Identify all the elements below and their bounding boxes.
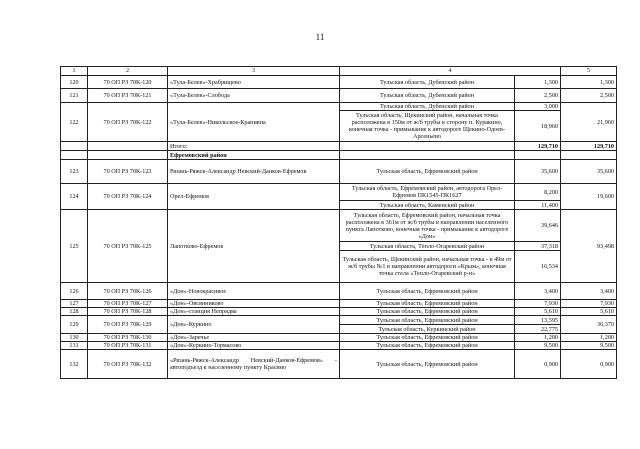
segment-length: 5,610 bbox=[515, 308, 561, 316]
total-length: 9,500 bbox=[561, 342, 617, 350]
segment-length: 22,775 bbox=[515, 325, 561, 334]
road-location: Тульская область, Щекинский район, начальная точка - в 49м от ж/б трубы №1 в направлении автодороги «Крым», конечная точка стела «Тепло-Огаревский р-н» bbox=[340, 251, 515, 283]
road-name: «Дон»-Заречье bbox=[168, 334, 340, 342]
total-length: 129,710 bbox=[561, 142, 617, 151]
row-number: 127 bbox=[61, 300, 88, 308]
table-row bbox=[61, 210, 617, 242]
road-code: 70 ОП РЗ 70К-125 bbox=[88, 210, 168, 283]
row-number: 132 bbox=[61, 350, 88, 379]
total-length: 36,370 bbox=[561, 316, 617, 334]
road-name: «Дон»-Новокрасивое bbox=[168, 283, 340, 300]
road-name: Лапотково-Ефремов bbox=[168, 210, 340, 283]
road-name: «Тула-Белев»-Слобода bbox=[168, 89, 340, 103]
table-row bbox=[61, 103, 617, 111]
segment-length: 3,400 bbox=[515, 283, 561, 300]
header-cell: 4 bbox=[340, 67, 561, 76]
row-number: 129 bbox=[61, 316, 88, 334]
total-length: 5,610 bbox=[561, 308, 617, 316]
road-code: 70 ОП РЗ 70К-120 bbox=[88, 76, 168, 89]
segment-length: 2,500 bbox=[515, 89, 561, 103]
page-number: 11 bbox=[315, 32, 325, 42]
segment-length: 16,534 bbox=[515, 251, 561, 283]
empty-cell bbox=[61, 142, 88, 151]
header-row bbox=[61, 67, 617, 76]
road-location: Тульская область, Ефремовский район bbox=[340, 308, 515, 316]
table-row bbox=[61, 283, 617, 300]
total-length: 2,500 bbox=[561, 89, 617, 103]
total-length: 21,960 bbox=[561, 103, 617, 142]
road-code: 70 ОП РЗ 70К-122 bbox=[88, 103, 168, 142]
road-location: Тульская область, Ефремовский район bbox=[340, 160, 515, 184]
empty-cell bbox=[88, 142, 168, 151]
total-length: 1,300 bbox=[561, 76, 617, 89]
total-length: 1,200 bbox=[561, 334, 617, 342]
segment-length: 13,595 bbox=[515, 316, 561, 325]
road-name: «Рязань-Ряжск-Александр Невский-Данков-Ефремов» - автоподъезд к населенному пункту Красино bbox=[168, 350, 340, 379]
road-location: Тульская область, Ефремовский район, начальная точка расположена в 361м от ж/б трубы в направлении населенного пункта Лапотково, конечная точка - примыкание к автодороге «Дон» bbox=[340, 210, 515, 242]
road-code: 70 ОП РЗ 70К-132 bbox=[88, 350, 168, 379]
table-row bbox=[61, 76, 617, 89]
total-row bbox=[61, 142, 617, 151]
row-number: 128 bbox=[61, 308, 88, 316]
table-row bbox=[61, 308, 617, 316]
table-row bbox=[61, 316, 617, 325]
road-location: Тульская область, Ефремовский район bbox=[340, 342, 515, 350]
segment-length: 3,000 bbox=[515, 103, 561, 111]
table-row bbox=[61, 89, 617, 103]
empty-cell bbox=[340, 151, 515, 160]
table-row bbox=[61, 342, 617, 350]
total-length: 7,930 bbox=[561, 300, 617, 308]
segment-length: 0,900 bbox=[515, 350, 561, 379]
segment-length: 18,960 bbox=[515, 111, 561, 142]
segment-length: 1,300 bbox=[515, 76, 561, 89]
total-length: 0,900 bbox=[561, 350, 617, 379]
road-location: Тульская область, Дубенский район bbox=[340, 103, 515, 111]
empty-cell bbox=[515, 151, 561, 160]
road-location: Тульская область, Дубенский район bbox=[340, 89, 515, 103]
header-cell: 5 bbox=[561, 67, 617, 76]
row-number: 121 bbox=[61, 89, 88, 103]
table-row bbox=[61, 334, 617, 342]
road-location: Тульская область, Каменский район bbox=[340, 201, 515, 210]
road-code: 70 ОП РЗ 70К-126 bbox=[88, 283, 168, 300]
road-name: «Тула-Белев»-Храбрищево bbox=[168, 76, 340, 89]
road-name: «Дон»-Куркино-Тормасово bbox=[168, 342, 340, 350]
road-location: Тульская область, Ефремовский район bbox=[340, 350, 515, 379]
row-number: 130 bbox=[61, 334, 88, 342]
empty-cell bbox=[88, 151, 168, 160]
table-row bbox=[61, 350, 617, 379]
segment-length: 37,318 bbox=[515, 242, 561, 251]
road-code: 70 ОП РЗ 70К-121 bbox=[88, 89, 168, 103]
road-code: 70 ОП РЗ 70К-131 bbox=[88, 342, 168, 350]
row-number: 126 bbox=[61, 283, 88, 300]
road-location: Тульская область, Ефремовский район bbox=[340, 283, 515, 300]
road-name: «Дон»-Куркино bbox=[168, 316, 340, 334]
road-location: Тульская область, Ефремовский район bbox=[340, 316, 515, 325]
table-row bbox=[61, 160, 617, 184]
segment-length: 11,400 bbox=[515, 201, 561, 210]
road-code: 70 ОП РЗ 70К-129 bbox=[88, 316, 168, 334]
total-length: 3,400 bbox=[561, 283, 617, 300]
segment-length: 9,500 bbox=[515, 342, 561, 350]
row-number: 120 bbox=[61, 76, 88, 89]
road-location: Тульская область, Дубенский район bbox=[340, 76, 515, 89]
table-row bbox=[61, 300, 617, 308]
row-number: 123 bbox=[61, 160, 88, 184]
row-number: 122 bbox=[61, 103, 88, 142]
road-code: 70 ОП РЗ 70К-124 bbox=[88, 184, 168, 210]
road-location: Тульская область, Ефремовский район bbox=[340, 334, 515, 342]
road-register-table bbox=[60, 66, 617, 379]
segment-length: 8,200 bbox=[515, 184, 561, 201]
total-label: Итого: bbox=[168, 142, 340, 151]
road-name: Рязань-Ряжск-Александр Невский-Данков-Ефремов bbox=[168, 160, 340, 184]
header-cell: 2 bbox=[88, 67, 168, 76]
total-length: 93,498 bbox=[561, 210, 617, 283]
road-location: Тульская область, Щекинский район, начальная точка расположена в 150м от ж/б трубы в сторону п. Куракино, конечная точка - примыкание к автодороге Щекино-Одоев-Арсеньево bbox=[340, 111, 515, 142]
total-segment-length: 129,710 bbox=[515, 142, 561, 151]
row-number: 125 bbox=[61, 210, 88, 283]
empty-cell bbox=[561, 151, 617, 160]
road-code: 70 ОП РЗ 70К-128 bbox=[88, 308, 168, 316]
road-name: Орел-Ефремов bbox=[168, 184, 340, 210]
empty-cell bbox=[340, 142, 515, 151]
road-code: 70 ОП РЗ 70К-123 bbox=[88, 160, 168, 184]
road-name: «Дон»-Овсянниково bbox=[168, 300, 340, 308]
segment-length: 7,930 bbox=[515, 300, 561, 308]
section-heading: Ефремовский район bbox=[168, 151, 340, 160]
section-row bbox=[61, 151, 617, 160]
segment-length: 35,600 bbox=[515, 160, 561, 184]
road-location: Тульская область, Тёпло-Огаревский район bbox=[340, 242, 515, 251]
table-row bbox=[61, 184, 617, 201]
road-name: «Тула-Белев»-Никольское-Крапивна bbox=[168, 103, 340, 142]
road-location: Тульская область, Ефремовский район bbox=[340, 300, 515, 308]
total-length: 19,600 bbox=[561, 184, 617, 210]
segment-length: 1,200 bbox=[515, 334, 561, 342]
road-name: «Дон»-станция Непрядва bbox=[168, 308, 340, 316]
empty-cell bbox=[61, 151, 88, 160]
row-number: 124 bbox=[61, 184, 88, 210]
segment-length: 39,646 bbox=[515, 210, 561, 242]
road-location: Тульская область, Ефремовский район, автодорога Орел-Ефремов ПК1545-ПК1627 bbox=[340, 184, 515, 201]
road-code: 70 ОП РЗ 70К-127 bbox=[88, 300, 168, 308]
road-code: 70 ОП РЗ 70К-130 bbox=[88, 334, 168, 342]
header-cell: 3 bbox=[168, 67, 340, 76]
road-location: Тульская область, Куркинский район bbox=[340, 325, 515, 334]
header-cell: 1 bbox=[61, 67, 88, 76]
total-length: 35,600 bbox=[561, 160, 617, 184]
row-number: 131 bbox=[61, 342, 88, 350]
